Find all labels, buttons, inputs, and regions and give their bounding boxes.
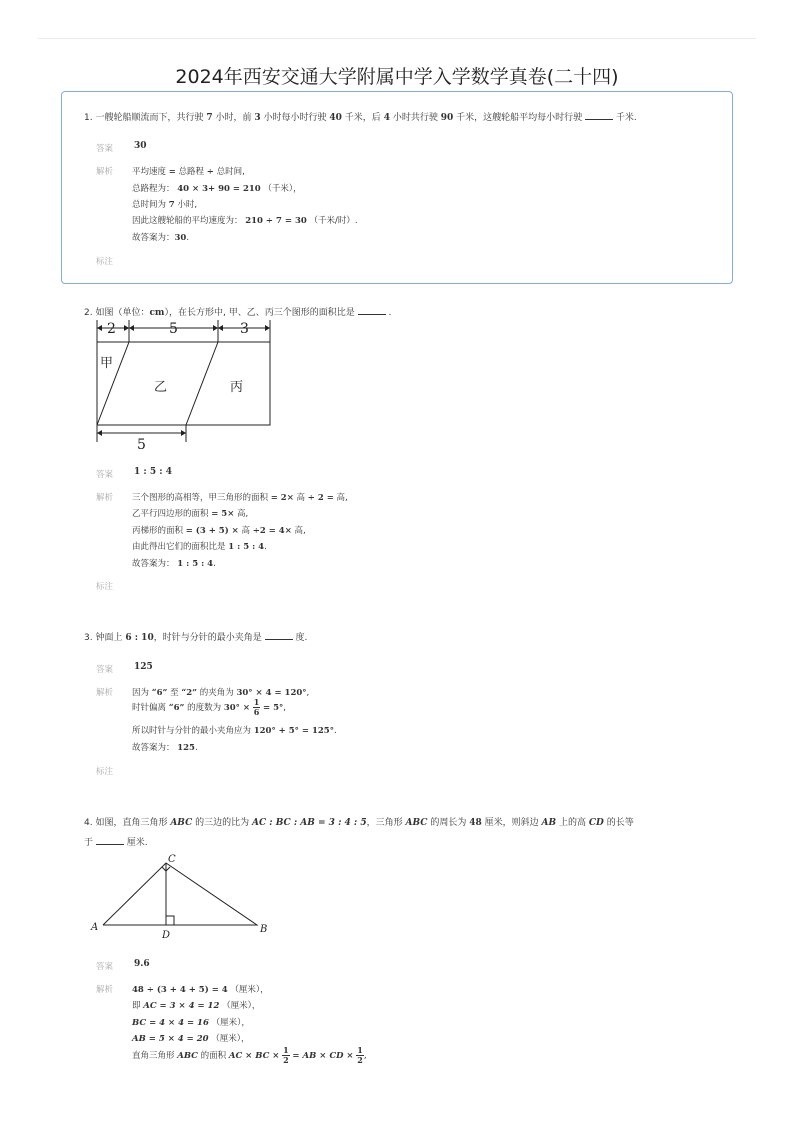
q2-analysis-line-1: 三个图形的高相等，甲三角形的面积 = 2× 高 ÷ 2 = 高, [132,493,348,503]
q4-analysis-line-3: BC = 4 × 4 = 16 （厘米）， [132,1018,250,1028]
q3-analysis-line-1: 因为 “6” 至 “2” 的夹角为 30° × 4 = 120°, [132,688,310,698]
q1-analysis-line-1: 平均速度 = 总路程 ÷ 总时间, [132,167,245,177]
answer-label: 答案 [96,470,114,480]
dimension-label-top-3: 3 [240,321,249,337]
rectangle-figure [88,318,278,453]
vertex-label-c: C [168,854,176,865]
note-label: 标注 [96,257,114,267]
question-1-answer: 30 [134,141,147,151]
question-2-text: 2. 如图（单位：cm），在长方形中, 甲、乙、丙三个图形的面积比是 . [84,308,392,318]
analysis-label: 解析 [96,493,114,503]
question-4-text-line-2: 于 厘米. [84,838,148,848]
top-divider [38,38,756,39]
q3-analysis-line-3: 所以时针与分针的最小夹角应为 120° + 5° = 125°. [132,726,337,736]
answer-label: 答案 [96,665,114,675]
dimension-label-top-1: 2 [107,321,116,337]
q1-analysis-line-4: 因此这艘轮船的平均速度为： 210 ÷ 7 = 30 （千米/时）. [132,216,358,226]
answer-blank [585,111,613,120]
analysis-label: 解析 [96,167,114,177]
foot-label-d: D [162,930,171,941]
q2-analysis-line-3: 丙梯形的面积 = (3 + 5) × 高 ÷2 = 4× 高, [132,526,306,536]
q2-analysis-line-5: 故答案为： 1 : 5 : 4. [132,559,216,569]
vertex-label-b: B [260,924,268,935]
question-4-text-line-1: 4. 如图，直角三角形 ABC 的三边的比为 AC : BC : AB = 3 : 4 : 5，三角形 ABC 的周长为 48 厘米，则斜边 AB 上的高 CD 的长等 [84,818,634,828]
region-label-yi: 乙 [154,380,168,395]
answer-label: 答案 [96,962,114,972]
analysis-label: 解析 [96,985,114,995]
triangle-figure [88,850,278,945]
dimension-label-top-2: 5 [169,321,178,337]
q4-analysis-line-2: 即 AC = 3 × 4 = 12 （厘米）， [132,1001,261,1011]
question-4-answer: 9.6 [134,959,150,969]
q3-analysis-line-4: 故答案为： 125. [132,743,198,753]
q3-analysis-line-2: 时针偏离 “6” 的度数为 30° × $\frac{1}{6}$ = 5°, [132,697,286,717]
q1-analysis-line-5: 故答案为：30. [132,233,190,243]
fraction: $\frac{1}{6}$ [253,697,260,717]
q4-analysis-line-1: 48 ÷ (3 + 4 + 5) = 4 （厘米）， [132,985,269,995]
q4-analysis-line-5: 直角三角形 ABC 的面积 AC × BC × $\frac{1}{2}$ = AB × CD × $\frac{1}{2}$ , [132,1045,367,1065]
dimension-label-bottom: 5 [137,437,146,453]
fraction: $\frac{1}{2}$ [283,1045,289,1065]
vertex-label-a: A [91,922,99,933]
answer-blank [265,631,293,640]
note-label: 标注 [96,767,114,777]
question-2-answer: 1 : 5 : 4 [134,467,172,477]
answer-blank [358,306,386,315]
q1-analysis-line-2: 总路程为： 40 × 3+ 90 = 210 （千米）， [132,184,302,194]
q4-analysis-line-4: AB = 5 × 4 = 20 （厘米）， [132,1034,250,1044]
analysis-label: 解析 [96,688,114,698]
note-label: 标注 [96,582,114,592]
question-3-text: 3. 钟面上 6 : 10，时针与分针的最小夹角是 度. [84,633,308,643]
q2-analysis-line-4: 由此得出它们的面积比是 1 : 5 : 4. [132,542,267,552]
answer-blank [96,836,124,845]
q2-analysis-line-2: 乙平行四边形的面积 = 5× 高, [132,509,249,519]
q1-analysis-line-3: 总时间为 7 小时, [132,200,198,210]
answer-label: 答案 [96,144,114,154]
region-label-jia: 甲 [100,356,114,371]
page-title: 2024年西安交通大学附属中学入学数学真卷(二十四) [175,66,619,88]
question-3-answer: 125 [134,662,153,672]
fraction: $\frac{1}{2}$ [357,1045,363,1065]
region-label-bing: 丙 [230,380,244,395]
question-1-text: 1. 一艘轮船顺流而下，共行驶 7 小时，前 3 小时每小时行驶 40 千米，后 4 小时共行驶 90 千米，这艘轮船平均每小时行驶 千米. [84,113,637,123]
